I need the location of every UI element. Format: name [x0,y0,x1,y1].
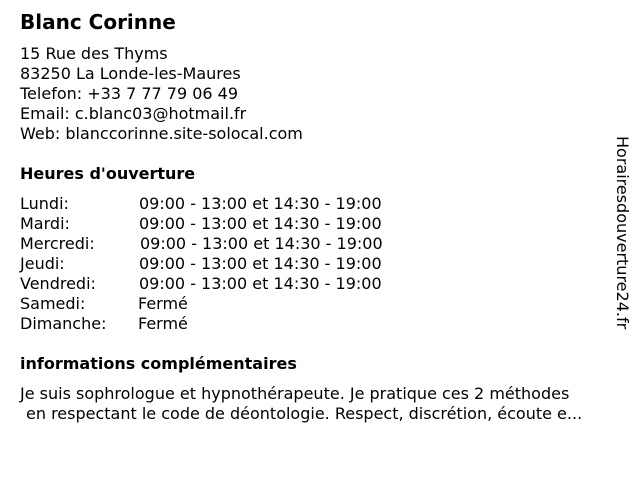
phone-number: Telefon: +33 7 77 79 06 49 [20,84,239,103]
opening-hours-title: Heures d'ouverture [20,164,196,183]
day-label: Mardi: [20,214,70,233]
day-label: Lundi: [20,194,69,213]
address-street: 15 Rue des Thyms [20,44,168,63]
day-label: Dimanche: [20,314,107,333]
day-hours: 09:00 - 13:00 et 14:30 - 19:00 [140,234,383,253]
day-hours: 09:00 - 13:00 et 14:30 - 19:00 [139,214,382,233]
description-line-2: en respectant le code de déontologie. Respect, discrétion, écoute e... [26,404,583,423]
description-line-1: Je suis sophrologue et hypnothérapeute. Je pratique ces 2 méthodes [20,384,570,403]
day-hours: Fermé [138,314,188,333]
additional-info-title: informations complémentaires [20,354,297,373]
day-label: Jeudi: [20,254,65,273]
website: Web: blanccorinne.site-solocal.com [20,124,303,143]
business-name: Blanc Corinne [20,10,176,34]
description-text [20,384,582,424]
day-label: Mercredi: [20,234,95,253]
day-label: Samedi: [20,294,86,313]
address-city: 83250 La Londe-les-Maures [20,64,241,83]
day-hours: 09:00 - 13:00 et 14:30 - 19:00 [139,254,382,273]
email-address: Email: c.blanc03@hotmail.fr [20,104,247,123]
day-hours: 09:00 - 13:00 et 14:30 - 19:00 [139,194,382,213]
day-hours: Fermé [138,294,188,313]
day-hours: 09:00 - 13:00 et 14:30 - 19:00 [139,274,382,293]
site-watermark: Horairesdouverture24.fr [613,136,632,330]
day-label: Vendredi: [20,274,96,293]
contact-block [20,44,303,144]
